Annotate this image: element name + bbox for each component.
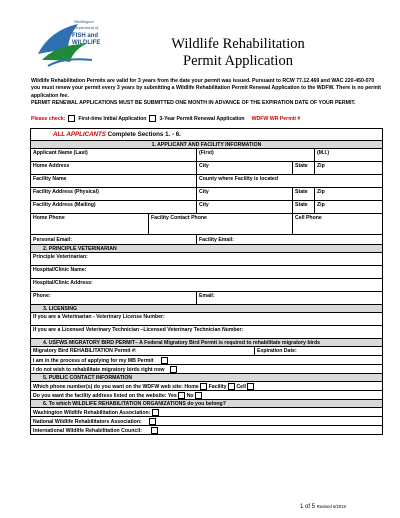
- facility-email-label: Facility Email:: [199, 236, 234, 243]
- facility-city-field[interactable]: [197, 188, 293, 201]
- vet-email-field[interactable]: [197, 292, 383, 305]
- vet-email-label: Email:: [199, 293, 215, 299]
- home-city-label: City: [199, 163, 209, 169]
- facility-state-label: State: [295, 189, 308, 195]
- section3-header: 3. LICENSING: [31, 305, 383, 313]
- web-phone-question: Which phone number(s) do you want on the WDFW web site:: [33, 383, 183, 390]
- mailing-zip-field[interactable]: [315, 201, 383, 214]
- mb-expiration-field[interactable]: [255, 347, 383, 356]
- wwra-checkbox[interactable]: [152, 409, 159, 416]
- all-applicants-row: [31, 129, 383, 141]
- home-address-label: Home Address: [33, 163, 70, 169]
- vet-tech-license-field[interactable]: [31, 326, 383, 339]
- logo-line2: Department of: [74, 25, 99, 30]
- mailing-city-field[interactable]: [197, 201, 293, 214]
- mb-in-process-row: [31, 356, 383, 365]
- vet-phone-label: Phone:: [33, 293, 51, 299]
- facility-name-label: Facility Name: [33, 176, 67, 182]
- mailing-state-label: State: [295, 202, 308, 208]
- web-phone-row: [31, 382, 383, 391]
- web-phone-facility-label: Facility: [208, 383, 227, 390]
- wdfw-logo: [34, 14, 108, 70]
- mb-no-wish-checkbox[interactable]: [170, 366, 177, 373]
- web-address-question: Do you want the facility address listed on the website:: [33, 392, 167, 399]
- web-phone-cell-checkbox[interactable]: [247, 383, 254, 390]
- initial-application-label: First-time Initial Application: [78, 115, 147, 122]
- wwra-row: [31, 408, 383, 417]
- mb-permit-field[interactable]: [31, 347, 255, 356]
- facility-physical-label: Facility Address (Physical): [33, 189, 99, 195]
- home-address-field[interactable]: [31, 162, 197, 175]
- nwra-row: [31, 417, 383, 426]
- page-number: 1 of 5: [300, 504, 316, 510]
- facility-city-label: City: [199, 189, 209, 195]
- veterinarian-field[interactable]: [31, 253, 383, 266]
- vet-license-field[interactable]: [31, 313, 383, 326]
- mailing-city-label: City: [199, 202, 209, 208]
- mb-in-process-label: I am in the process of applying for my MB Permit: [33, 357, 154, 364]
- first-name-label: (First): [199, 150, 214, 156]
- personal-email-label: Personal Email:: [33, 236, 72, 243]
- home-phone-field[interactable]: [31, 214, 149, 235]
- facility-zip-field[interactable]: [315, 188, 383, 201]
- web-phone-home-checkbox[interactable]: [200, 383, 207, 390]
- please-check-label: Please check:: [31, 115, 66, 122]
- facility-county-label: County where Facility is located: [199, 176, 278, 182]
- clinic-name-label: Hospital/Clinic Name:: [33, 267, 87, 273]
- intro-text: [31, 78, 381, 108]
- renewal-application-label: 3-Year Permit Renewal Application: [159, 115, 245, 122]
- complete-sections-label: Complete Sections 1. - 6.: [105, 131, 181, 138]
- iwrc-label: International Wildlife Rehabilitation Council:: [33, 427, 142, 434]
- web-phone-cell-label: Cell: [236, 383, 246, 390]
- permit-number-label: WDFW WR Permit #: [251, 115, 301, 122]
- vet-license-label: If you are a Veterinarian - Veterinary License Number:: [33, 314, 165, 320]
- revised-date: Revised 6/2019: [316, 504, 346, 509]
- facility-physical-field[interactable]: [31, 188, 197, 201]
- logo-line1: Washington: [74, 19, 94, 24]
- web-address-yes-checkbox[interactable]: [178, 392, 185, 399]
- web-address-row: [31, 391, 383, 400]
- applicant-name-field[interactable]: [31, 149, 197, 162]
- home-city-field[interactable]: [197, 162, 293, 175]
- mb-expiration-label: Expiration Date:: [257, 348, 297, 354]
- web-address-no-checkbox[interactable]: [195, 392, 202, 399]
- section1-header: 1. APPLICANT AND FACILITY INFORMATION: [31, 141, 383, 149]
- facility-state-field[interactable]: [293, 188, 315, 201]
- home-zip-field[interactable]: [315, 162, 383, 175]
- cell-phone-label: Cell Phone: [295, 215, 322, 221]
- facility-zip-label: Zip: [317, 189, 325, 195]
- nwra-label: National Wildlife Rehabilitators Association:: [33, 418, 142, 425]
- clinic-address-label: Hospital/Clinic Address:: [33, 280, 93, 286]
- title-line1: Wildlife Rehabilitation: [171, 36, 305, 52]
- personal-email-field[interactable]: [31, 235, 197, 245]
- renewal-application-checkbox[interactable]: [149, 115, 156, 122]
- web-address-yes-label: Yes: [167, 392, 177, 399]
- iwrc-checkbox[interactable]: [151, 427, 158, 434]
- all-applicants-label: ALL APPLICANTS: [53, 131, 106, 138]
- application-type-row: [31, 115, 381, 122]
- clinic-address-field[interactable]: [31, 279, 383, 292]
- section6-header: 6. To which WILDLIFE REHABILITATION ORGANIZATIONS do you belong?: [31, 400, 383, 408]
- middle-initial-field[interactable]: [315, 149, 383, 162]
- home-state-label: State: [295, 163, 308, 169]
- section5-header: 5. PUBLIC CONTACT INFORMATION: [31, 374, 383, 382]
- facility-name-field[interactable]: [31, 175, 197, 188]
- mb-permit-label: Migratory Bird REHABILITATION Permit #:: [33, 348, 137, 354]
- vet-tech-license-label: If you are a Licensed Veterinary Technician –Licensed Veterinary Technician Number:: [33, 327, 244, 333]
- cell-phone-field[interactable]: [293, 214, 383, 235]
- facility-phone-label: Facility Contact Phone: [151, 215, 207, 221]
- section4-header: 4. USFWS MIGRATORY BIRD PERMIT– A Federal Migratory Bird Permit is required to rehabilitate migratory birds: [31, 339, 383, 347]
- mailing-zip-label: Zip: [317, 202, 325, 208]
- clinic-name-field[interactable]: [31, 266, 383, 279]
- wwra-label: Washington Wildlife Rehabilitation Association:: [33, 409, 151, 416]
- home-state-field[interactable]: [293, 162, 315, 175]
- web-phone-facility-checkbox[interactable]: [228, 383, 235, 390]
- facility-phone-field[interactable]: [149, 214, 293, 235]
- web-phone-home-label: Home: [184, 383, 199, 390]
- iwrc-row: [31, 426, 383, 435]
- veterinarian-label: Principle Veterinarian:: [33, 254, 88, 260]
- mb-no-wish-row: [31, 365, 383, 374]
- home-zip-label: Zip: [317, 163, 325, 169]
- middle-initial-label: (M.I.): [317, 150, 330, 156]
- page-title: [122, 36, 354, 70]
- applicant-name-label: Applicant Name (Last): [33, 150, 88, 156]
- logo-line3: FISH and: [72, 33, 99, 39]
- renewal-notice: PERMIT RENEWAL APPLICATIONS MUST BE SUBMITTED ONE MONTH IN ADVANCE OF THE EXPIRATION DATE OF YOUR PERMIT.: [31, 100, 356, 107]
- nwra-checkbox[interactable]: [149, 418, 156, 425]
- page-footer: [300, 504, 346, 510]
- mb-no-wish-label: I do not wish to rehabilitate migratory birds right now: [33, 366, 165, 373]
- facility-mailing-field[interactable]: [31, 201, 197, 214]
- title-line2: Permit Application: [183, 53, 293, 69]
- home-phone-label: Home Phone: [33, 215, 65, 221]
- section2-header: 2. PRINCIPLE VETERINARIAN: [31, 245, 383, 253]
- mb-in-process-checkbox[interactable]: [161, 357, 168, 364]
- facility-mailing-label: Facility Address (Mailing): [33, 202, 96, 208]
- logo-line4: WILDLIFE: [72, 40, 101, 46]
- vet-phone-field[interactable]: [31, 292, 197, 305]
- facility-county-field[interactable]: [197, 175, 383, 188]
- mailing-state-field[interactable]: [293, 201, 315, 214]
- facility-email-field[interactable]: [197, 235, 383, 245]
- initial-application-checkbox[interactable]: [68, 115, 75, 122]
- intro-paragraph: Wildlife Rehabilitation Permits are valid for 3 years from the date your permit was issued. Pursuant to RCW 77.12.469 and WAC 220-450-070 you must renew your permit every 3 years by submitting a Wildlife Rehabilitation Permit Renewal Application to the WDFW. There is no permit application fee.: [31, 78, 381, 99]
- application-form: [30, 128, 383, 435]
- web-address-no-label: No: [186, 392, 194, 399]
- first-name-field[interactable]: [197, 149, 315, 162]
